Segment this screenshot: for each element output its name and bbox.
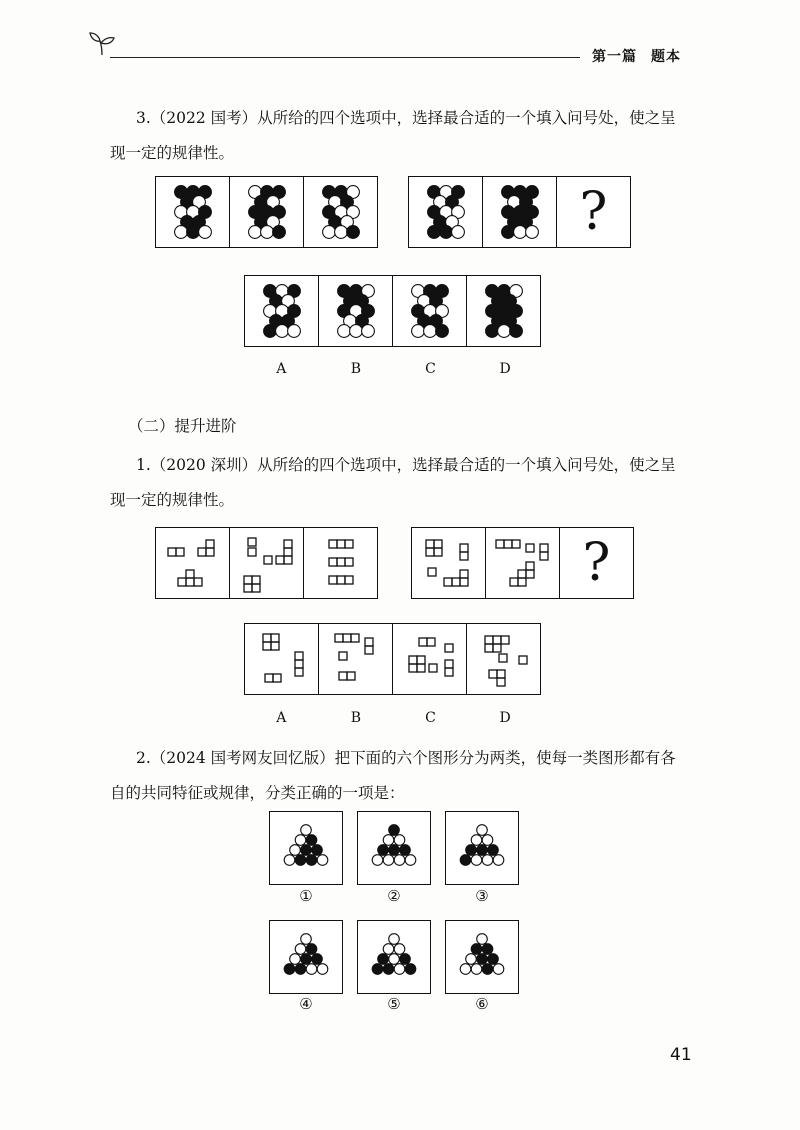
s2q1-option-b-figure[interactable] — [319, 624, 393, 694]
filled-dot — [427, 226, 440, 239]
q3-stem-line1: 3.（2022 国考）从所给的四个选项中，选择最合适的一个填入问号处，使之呈 — [136, 109, 676, 127]
s2q2-stem-line2: 自的共同特征或规律，分类正确的一项是： — [110, 784, 405, 802]
s2q2-figure-1[interactable] — [269, 811, 343, 885]
empty-dot — [389, 954, 400, 965]
filled-dot — [477, 954, 488, 965]
empty-dot — [482, 835, 493, 846]
empty-dot — [383, 944, 394, 955]
filled-dot — [435, 325, 448, 338]
filled-dot — [312, 954, 323, 965]
q3-question-cell — [557, 177, 630, 247]
s2q1-option-d-label[interactable]: D — [499, 710, 511, 726]
q3-option-b-label[interactable]: B — [350, 361, 362, 377]
q3-question-mark: ? — [579, 182, 608, 242]
empty-dot — [361, 325, 374, 338]
q3-option-c-figure[interactable] — [393, 276, 467, 346]
s2q1-figure-5 — [486, 528, 560, 598]
filled-dot — [301, 954, 312, 965]
s2q1-option-b-label[interactable]: B — [350, 710, 362, 726]
empty-dot — [394, 944, 405, 955]
filled-dot — [306, 944, 317, 955]
filled-dot — [400, 845, 411, 856]
empty-dot — [287, 325, 300, 338]
filled-dot — [389, 825, 400, 836]
filled-dot — [306, 835, 317, 846]
filled-dot — [389, 845, 400, 856]
empty-dot — [411, 325, 424, 338]
filled-dot — [372, 964, 383, 975]
empty-dot — [394, 964, 405, 975]
empty-dot — [477, 934, 488, 945]
empty-dot — [389, 934, 400, 945]
s2q1-stem-line2: 现一定的规律性。 — [110, 491, 235, 509]
empty-dot — [466, 954, 477, 965]
q3-option-d-label[interactable]: D — [499, 361, 511, 377]
q3-option-b-figure[interactable] — [319, 276, 393, 346]
s2q1-stem — [110, 448, 700, 518]
empty-dot — [317, 855, 328, 866]
empty-dot — [337, 325, 350, 338]
empty-dot — [451, 226, 464, 239]
s2q2-label-5: ⑤ — [387, 995, 401, 1013]
s2q1-question-cell — [560, 528, 633, 598]
filled-dot — [295, 855, 306, 866]
empty-dot — [383, 835, 394, 846]
empty-dot — [513, 226, 526, 239]
filled-dot — [346, 226, 359, 239]
q3-figure-4 — [409, 177, 483, 247]
empty-dot — [301, 934, 312, 945]
filled-dot — [312, 845, 323, 856]
filled-dot — [501, 226, 514, 239]
filled-dot — [400, 954, 411, 965]
empty-dot — [174, 226, 187, 239]
empty-dot — [525, 226, 538, 239]
filled-dot — [405, 964, 416, 975]
empty-dot — [477, 825, 488, 836]
filled-dot — [263, 325, 276, 338]
q3-option-a-label[interactable]: A — [276, 361, 287, 377]
running-header — [592, 46, 695, 66]
s2q1-figure-4 — [412, 528, 486, 598]
s2q1-figure-1 — [156, 528, 230, 598]
filled-dot — [471, 944, 482, 955]
s2q1-figure-3 — [304, 528, 377, 598]
s2q2-figure-4[interactable] — [269, 920, 343, 994]
s2q2-figure-5[interactable] — [357, 920, 431, 994]
s2q1-option-a-figure[interactable] — [245, 624, 319, 694]
s2q1-option-d-figure[interactable] — [467, 624, 540, 694]
empty-dot — [260, 226, 273, 239]
q3-figure-1 — [156, 177, 230, 247]
filled-dot — [378, 954, 389, 965]
q3-option-a-figure[interactable] — [245, 276, 319, 346]
filled-dot — [383, 964, 394, 975]
empty-dot — [394, 835, 405, 846]
s2q2-label-2: ② — [387, 887, 401, 905]
filled-dot — [509, 325, 522, 338]
filled-dot — [482, 944, 493, 955]
s2q1-option-a-label[interactable]: A — [276, 710, 287, 726]
filled-dot — [466, 845, 477, 856]
empty-dot — [334, 226, 347, 239]
s2q1-question-mark: ? — [582, 533, 611, 593]
empty-dot — [383, 855, 394, 866]
filled-dot — [378, 845, 389, 856]
s2q2-label-4: ④ — [299, 995, 313, 1013]
filled-dot — [477, 845, 488, 856]
sprout-logo-icon — [88, 30, 116, 56]
s2q2-label-1: ① — [299, 887, 313, 905]
q3-options — [244, 275, 541, 347]
empty-dot — [405, 855, 416, 866]
s2q1-options — [244, 623, 541, 695]
q3-stem-line2: 现一定的规律性。 — [110, 144, 235, 162]
filled-dot — [284, 964, 295, 975]
q3-option-d-figure[interactable] — [467, 276, 540, 346]
s2q2-figure-2[interactable] — [357, 811, 431, 885]
s2q2-stem — [110, 741, 700, 811]
s2q1-sequence-group2 — [411, 527, 634, 599]
q3-sequence-group2 — [408, 176, 631, 248]
s2q2-label-6: ⑥ — [475, 995, 489, 1013]
empty-dot — [493, 964, 504, 975]
q3-figure-2 — [230, 177, 304, 247]
filled-dot — [460, 855, 471, 866]
empty-dot — [248, 226, 261, 239]
empty-dot — [275, 325, 288, 338]
empty-dot — [301, 825, 312, 836]
empty-dot — [295, 835, 306, 846]
q3-stem — [110, 101, 700, 171]
filled-dot — [301, 845, 312, 856]
s2q2-figure-6[interactable] — [445, 920, 519, 994]
s2q1-option-labels — [244, 710, 542, 726]
empty-dot — [482, 855, 493, 866]
q3-sequence-group1 — [155, 176, 378, 248]
header-title: 题本 — [651, 49, 681, 65]
empty-dot — [471, 964, 482, 975]
s2q1-figure-2 — [230, 528, 304, 598]
s2q1-stem-line1: 1.（2020 深圳）从所给的四个选项中，选择最合适的一个填入问号处，使之呈 — [136, 456, 676, 474]
empty-dot — [349, 325, 362, 338]
header-rule — [110, 57, 580, 58]
q3-figure-3 — [304, 177, 377, 247]
empty-dot — [306, 964, 317, 975]
empty-dot — [284, 855, 295, 866]
q3-figure-5 — [483, 177, 557, 247]
empty-dot — [423, 325, 436, 338]
filled-dot — [485, 325, 498, 338]
page-number: 41 — [670, 1045, 692, 1065]
filled-dot — [272, 226, 285, 239]
empty-dot — [497, 325, 510, 338]
empty-dot — [471, 855, 482, 866]
q3-option-labels — [244, 361, 542, 377]
empty-dot — [372, 855, 383, 866]
empty-dot — [493, 855, 504, 866]
empty-dot — [394, 855, 405, 866]
empty-dot — [317, 964, 328, 975]
s2q2-label-3: ③ — [475, 887, 489, 905]
s2q2-stem-line1: 2.（2024 国考网友回忆版）把下面的六个图形分为两类，使每一类图形都有各 — [136, 749, 676, 767]
filled-dot — [439, 226, 452, 239]
s2q1-option-c-label[interactable]: C — [425, 710, 436, 726]
filled-dot — [306, 855, 317, 866]
empty-dot — [322, 226, 335, 239]
empty-dot — [290, 845, 301, 856]
empty-dot — [198, 226, 211, 239]
s2q2-figure-3[interactable] — [445, 811, 519, 885]
filled-dot — [488, 954, 499, 965]
filled-dot — [186, 226, 199, 239]
s2q1-sequence-group1 — [155, 527, 378, 599]
empty-dot — [290, 954, 301, 965]
s2q1-option-c-figure[interactable] — [393, 624, 467, 694]
filled-dot — [295, 964, 306, 975]
empty-dot — [471, 835, 482, 846]
filled-dot — [482, 964, 493, 975]
q3-option-c-label[interactable]: C — [425, 361, 436, 377]
filled-dot — [488, 845, 499, 856]
empty-dot — [460, 964, 471, 975]
empty-dot — [295, 944, 306, 955]
section-title: （二）提升进阶 — [128, 417, 237, 435]
header-section: 第一篇 — [592, 49, 637, 65]
